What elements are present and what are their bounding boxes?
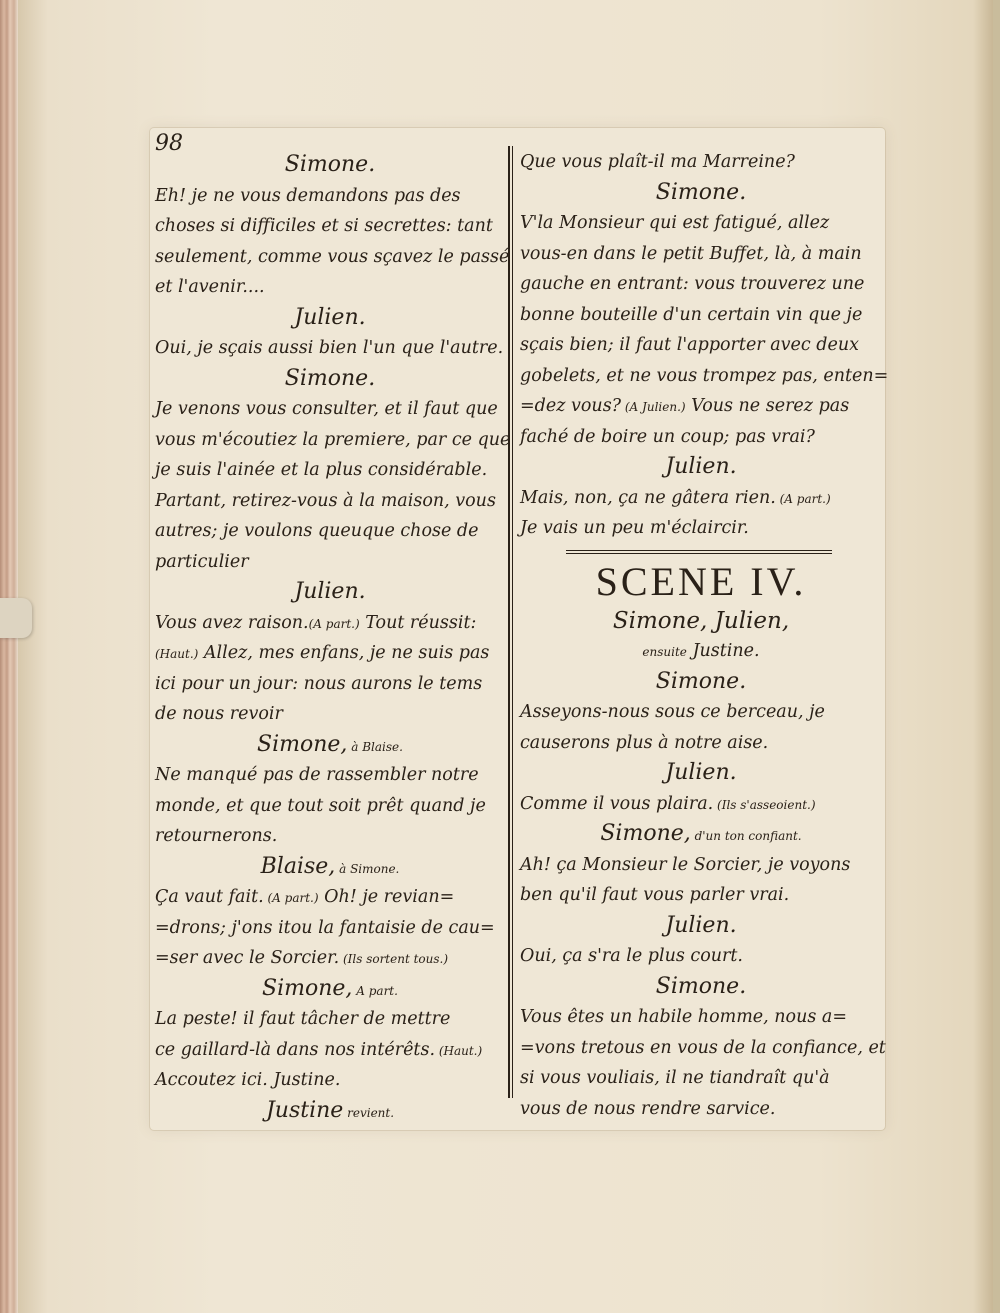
right-column-dialogue-top [520, 147, 889, 544]
line-text: Je venons vous consulter, et il faut que [155, 399, 498, 419]
line-text: Partant, retirez-vous à la maison, vous [155, 490, 496, 511]
stage-direction: (A part.) [775, 491, 831, 506]
line-text: causerons plus à notre aise. [520, 732, 769, 753]
speaker-text: Simone, [600, 821, 691, 846]
line-text: Je vais un peu m'éclaircir. [520, 518, 749, 538]
line-text: monde, et que tout soit prêt quand je [155, 795, 486, 816]
speaker-text: Simone. [655, 179, 747, 205]
line-text: bonne bouteille d'un certain vin que je [520, 304, 863, 325]
speaker-text: Simone, [257, 731, 348, 757]
line-text: autres; je voulons queuque chose de [155, 521, 479, 541]
speaker-text: Blaise, [260, 853, 336, 879]
speaker-name [155, 852, 505, 883]
dialogue-line [155, 608, 505, 639]
stage-direction: (A Julien.) [621, 400, 686, 414]
left-column [155, 150, 511, 1126]
stage-direction: A part. [352, 983, 398, 998]
speaker-name [520, 911, 882, 942]
line-text: Ah! ça Monsieur le Sorcier, je voyons [520, 854, 851, 875]
line-text: Accoutez ici. Justine. [155, 1070, 341, 1090]
right-column [520, 147, 889, 1124]
line-text: gobelets, et ne vous trompez pas, enten= [520, 365, 889, 386]
dialogue-line [155, 1065, 505, 1096]
dialogue-line [155, 425, 511, 456]
speaker-text: Simone. [284, 365, 376, 391]
scene-title: SCENE IV. [595, 558, 807, 604]
line-text: particulier [155, 551, 249, 572]
dialogue-line [520, 850, 882, 881]
speaker-name [155, 577, 505, 608]
line-text: Oui, ça s'ra le plus court. [520, 946, 743, 966]
dialogue-line [520, 1063, 882, 1094]
stage-direction: (Ils s'asseoient.) [713, 797, 816, 812]
stage-direction: (A part.) [308, 616, 360, 631]
speaker-name [520, 178, 882, 209]
speaker-text: Justine [265, 1097, 344, 1123]
dialogue-line [155, 760, 505, 791]
speaker-name [520, 972, 882, 1003]
dialogue-line [520, 208, 882, 239]
speaker-text: Simone, [262, 975, 353, 1001]
line-text: Ne manqué pas de rassembler notre [155, 765, 479, 785]
dialogue-line [520, 728, 882, 759]
scene-characters: Simone, Julien, [612, 607, 790, 634]
line-text: Vous avez raison. [155, 612, 309, 633]
dialogue-line [155, 272, 505, 303]
line-text: vous-en dans le petit Buffet, là, à main [520, 243, 862, 264]
right-column-dialogue-bottom [520, 667, 886, 1125]
line-text-continued: Tout réussit: [359, 612, 477, 633]
page-number: 98 [155, 131, 183, 156]
speaker-name [155, 730, 505, 761]
dialogue-line [520, 300, 882, 331]
dialogue-line [155, 882, 505, 913]
dialogue-line [155, 455, 505, 486]
stage-direction: (Haut.) [155, 647, 199, 661]
scene-subtitle-name: Justine. [686, 641, 760, 661]
speaker-text: Julien. [665, 912, 737, 938]
dialogue-line [155, 669, 505, 700]
dialogue-line [520, 789, 882, 820]
line-text: ce gaillard-là dans nos intérêts. [155, 1039, 436, 1060]
line-text: je suis l'ainée et la plus considérable. [155, 460, 488, 480]
dialogue-line [520, 1002, 882, 1033]
dialogue-line [520, 880, 882, 911]
speaker-text: Julien. [294, 579, 366, 604]
line-text: retournerons. [155, 826, 278, 846]
dialogue-line [155, 547, 505, 578]
speaker-text: Julien. [665, 760, 737, 785]
column-divider-thin [512, 146, 513, 1098]
dialogue-line [520, 1033, 886, 1064]
dialogue-line [155, 394, 505, 425]
speaker-name [155, 303, 505, 334]
scene-subtitle-ensuite: ensuite [642, 645, 687, 659]
dialogue-line [520, 361, 889, 392]
dialogue-line [520, 422, 882, 453]
dialogue-line [520, 697, 882, 728]
stage-direction: d'un ton confiant. [690, 829, 802, 843]
dialogue-line [520, 147, 882, 178]
stage-direction: (Haut.) [435, 1043, 483, 1058]
dialogue-line [520, 269, 882, 300]
speaker-name [155, 1096, 505, 1127]
line-text: ben qu'il faut vous parler vrai. [520, 885, 790, 905]
line-text: de nous revoir [155, 704, 283, 724]
speaker-name [520, 819, 882, 850]
line-text: seulement, comme vous sçavez le passé [155, 246, 510, 267]
line-text: =dez vous? [520, 396, 622, 416]
line-text: =drons; j'ons itou la fantaisie de cau= [155, 917, 495, 938]
speaker-name [520, 758, 882, 789]
speaker-text: Simone. [655, 973, 747, 999]
book-fore-edge [0, 0, 18, 1313]
line-text: Mais, non, ça ne gâtera rien. [520, 487, 776, 508]
line-text: Eh! je ne vous demandons pas des [155, 185, 461, 206]
dialogue-line [155, 181, 505, 212]
dialogue-line [155, 699, 505, 730]
stage-direction: à Simone. [335, 861, 400, 876]
page-tab-marker [0, 598, 32, 638]
dialogue-line [155, 486, 505, 517]
column-divider [508, 146, 510, 1098]
line-text: faché de boire un coup; pas vrai? [520, 426, 815, 447]
speaker-name [155, 364, 505, 395]
line-text: si vous vouliais, il ne tiandraît qu'à [520, 1068, 830, 1088]
speaker-text: Julien. [665, 454, 737, 479]
speaker-name [520, 667, 882, 698]
dialogue-line [520, 330, 882, 361]
line-text: =vons tretous en vous de la confiance, et [520, 1037, 886, 1058]
line-text: choses si difficiles et si secrettes: tant [155, 216, 493, 236]
line-text: V'la Monsieur qui est fatigué, allez [520, 213, 830, 233]
scene-subtitle [520, 636, 882, 667]
dialogue-line [155, 242, 510, 273]
line-text: sçais bien; il faut l'apporter avec deux [520, 335, 859, 355]
speaker-text: Simone. [655, 668, 747, 694]
dialogue-line [155, 211, 505, 242]
dialogue-line [520, 513, 882, 544]
stage-direction: (A part.) [263, 891, 319, 905]
line-text-continued: Oh! je revian= [318, 887, 455, 907]
dialogue-line [155, 333, 505, 364]
dialogue-line [520, 941, 882, 972]
line-text: Vous êtes un habile homme, nous a= [520, 1007, 847, 1027]
dialogue-line [155, 791, 505, 822]
line-text-continued: Vous ne serez pas [685, 396, 850, 416]
line-text: et l'avenir.... [155, 277, 265, 297]
line-text: gauche en entrant: vous trouverez une [520, 274, 865, 294]
speaker-name [155, 974, 505, 1005]
line-text-continued: Allez, mes enfans, je ne suis pas [198, 643, 490, 663]
stage-direction: revient. [343, 1105, 395, 1120]
dialogue-line [155, 821, 505, 852]
speaker-name [155, 150, 505, 181]
line-text: Comme il vous plaira. [520, 793, 714, 814]
dialogue-line [520, 1094, 882, 1125]
stage-direction: (Ils sortent tous.) [339, 952, 449, 966]
dialogue-line [520, 483, 882, 514]
line-text: Oui, je sçais aussi bien l'un que l'autre. [155, 338, 504, 358]
dialogue-line [155, 638, 505, 669]
line-text: =ser avec le Sorcier. [155, 948, 340, 968]
line-text: Ça vaut fait. [155, 887, 264, 907]
stage-direction: à Blaise. [347, 739, 403, 754]
dialogue-line [520, 391, 882, 422]
dialogue-line [155, 1004, 505, 1035]
dialogue-line [155, 516, 505, 547]
dialogue-line [520, 239, 882, 270]
speaker-name [520, 452, 882, 483]
line-text: vous m'écoutiez la premiere, par ce que [155, 429, 511, 450]
line-text: La peste! il faut tâcher de mettre [155, 1009, 451, 1029]
line-text: vous de nous rendre sarvice. [520, 1098, 776, 1119]
speaker-text: Julien. [294, 304, 366, 330]
line-text: Que vous plaît-il ma Marreine? [520, 152, 795, 172]
line-text: Asseyons-nous sous ce berceau, je [520, 702, 825, 722]
speaker-text: Simone. [284, 152, 376, 177]
line-text: ici pour un jour: nous aurons le tems [155, 673, 483, 694]
dialogue-line [155, 943, 505, 974]
dialogue-line [155, 913, 505, 944]
dialogue-line [155, 1035, 505, 1066]
